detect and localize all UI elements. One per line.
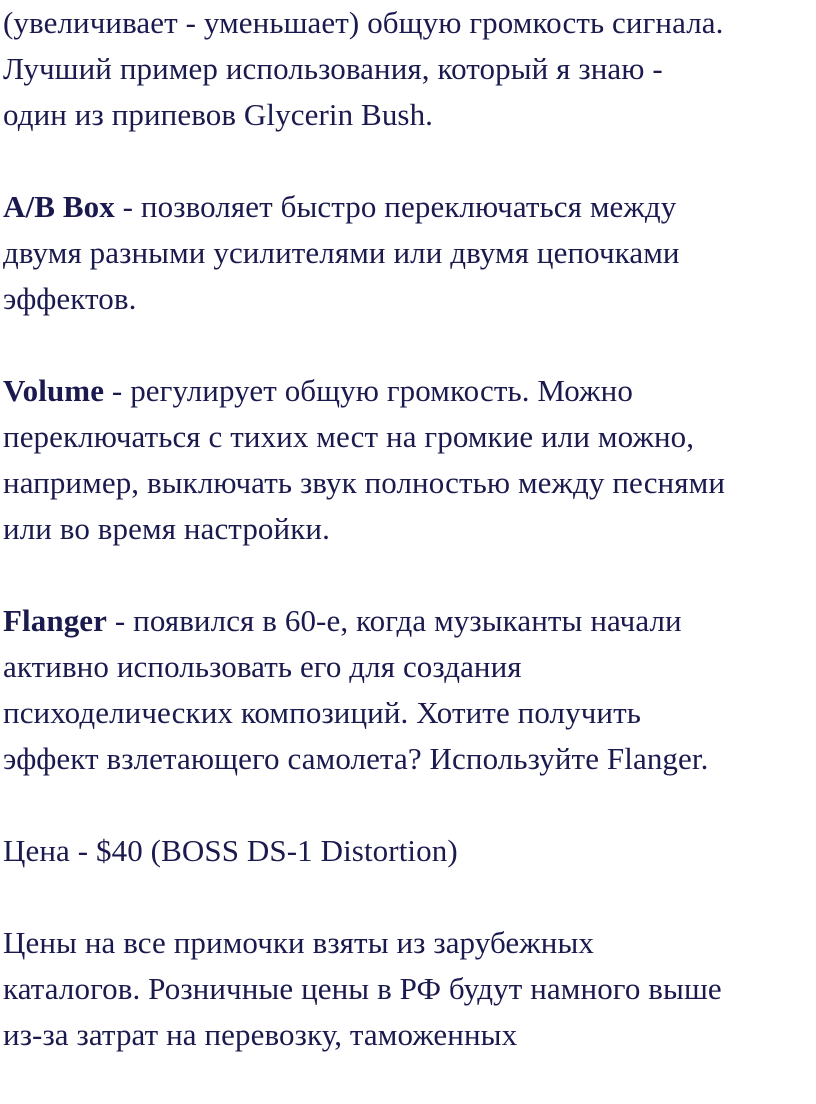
- price-line: Цена - $40 (BOSS DS-1 Distortion): [3, 833, 458, 868]
- term-flanger: Flanger: [3, 603, 108, 638]
- price-paragraph: [3, 828, 813, 874]
- text-line: каталогов. Розничные цены в РФ будут намного выше: [3, 971, 722, 1006]
- term-description: - регулирует общую громкость. Можно: [104, 373, 633, 408]
- text-line: [3, 598, 813, 644]
- text-line: из-за затрат на перевозку, таможенных: [3, 1017, 518, 1052]
- text-line: [3, 184, 813, 230]
- text-line: переключаться с тихих мест на громкие или можно,: [3, 419, 695, 454]
- term-volume: Volume: [3, 373, 105, 408]
- text-line: эффектов.: [3, 281, 137, 316]
- term-description: - появился в 60-е, когда музыканты начали: [107, 603, 682, 638]
- text-line: например, выключать звук полностью между песнями: [3, 465, 726, 500]
- volume-paragraph: [3, 368, 813, 552]
- text-line: двумя разными усилителями или двумя цепочками: [3, 235, 680, 270]
- text-line: активно использовать его для создания: [3, 649, 522, 684]
- text-line: психоделических композиций. Хотите получить: [3, 695, 641, 730]
- intro-paragraph: [3, 0, 813, 138]
- text-line: или во время настройки.: [3, 511, 330, 546]
- term-ab-box: A/B Box: [3, 189, 115, 224]
- document-page: [3, 0, 813, 1104]
- text-line: один из припевов Glycerin Bush.: [3, 97, 434, 132]
- text-line: (увеличивает - уменьшает) общую громкость сигнала.: [3, 5, 724, 40]
- flanger-paragraph: [3, 598, 813, 782]
- ab-box-paragraph: [3, 184, 813, 322]
- text-line: [3, 368, 813, 414]
- text-line: Лучший пример использования, который я знаю -: [3, 51, 663, 86]
- text-line: эффект взлетающего самолета? Используйте Flanger.: [3, 741, 709, 776]
- text-line: Цены на все примочки взяты из зарубежных: [3, 925, 595, 960]
- term-description: - позволяет быстро переключаться между: [114, 189, 677, 224]
- note-paragraph: [3, 920, 813, 1058]
